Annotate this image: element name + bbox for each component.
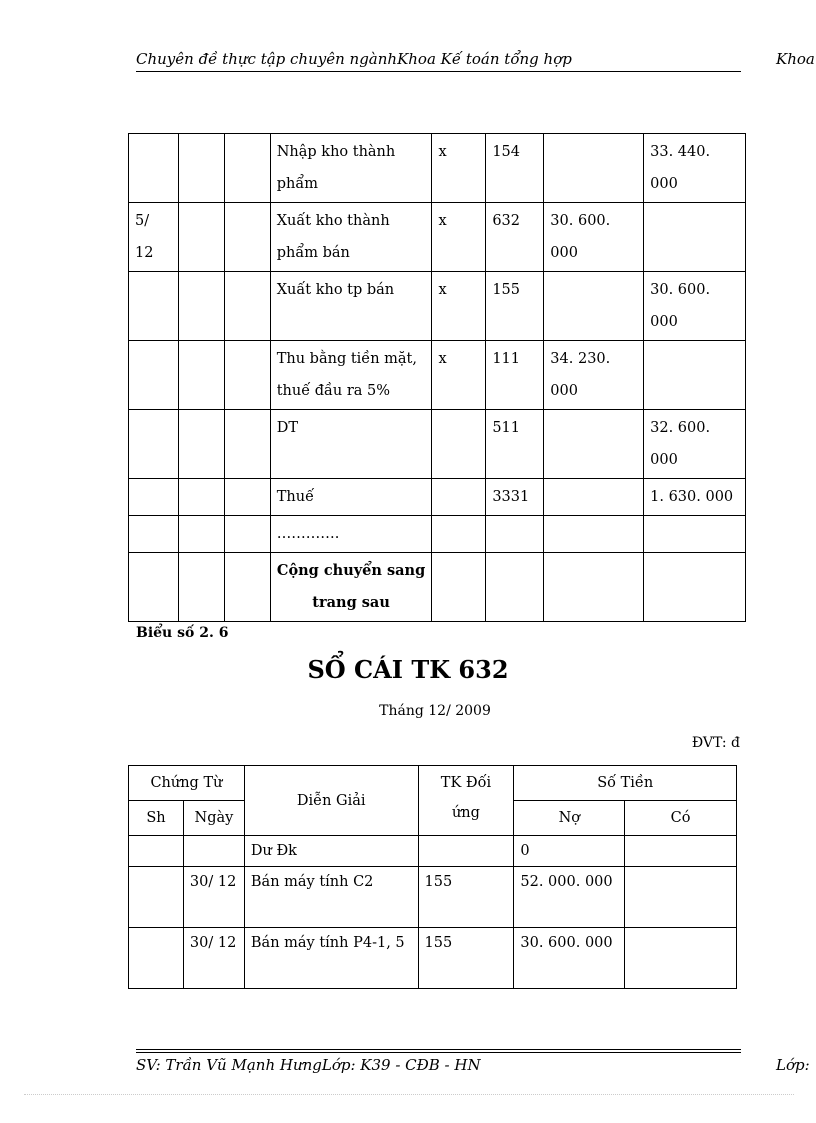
ledger-cell-sh [129,928,184,989]
journal-cell-acct: 111 [486,341,544,410]
ledger-cell-desc: Bán máy tính C2 [244,867,418,928]
journal-cell-acct: 154 [486,134,544,203]
journal-cell-mark: x [432,203,486,272]
journal-cell-debit [544,516,644,553]
journal-cell-credit: 1. 630. 000 [644,479,746,516]
journal-cell-debit [544,134,644,203]
table-row [129,553,746,622]
ledger-cell-tk: 155 [418,928,514,989]
journal-cell-debit: 34. 230. 000 [544,341,644,410]
journal-cell-credit: 33. 440. 000 [644,134,746,203]
journal-cell-credit: 32. 600. 000 [644,410,746,479]
ledger-cell-sh [129,836,184,867]
journal-cell-c3 [224,134,270,203]
journal-cell-c1 [129,479,179,516]
journal-cell-desc: Nhập kho thành phẩm [270,134,432,203]
table-row [129,928,737,989]
journal-cell-acct: 3331 [486,479,544,516]
table-row [129,272,746,341]
journal-cell-mark [432,410,486,479]
page-header: Chuyên đề thực tập chuyên ngànhKhoa Kế toán tổng hợp [136,50,741,72]
journal-cell-acct: 511 [486,410,544,479]
header-chung-tu: Chứng Từ [129,766,245,801]
journal-cell-c1 [129,410,179,479]
journal-cell-mark: x [432,341,486,410]
journal-cell-mark [432,516,486,553]
journal-cell-c3 [224,410,270,479]
table-row [129,410,746,479]
journal-cell-c3 [224,203,270,272]
journal-cell-desc: Cộng chuyển sang trang sau [270,553,432,622]
header-no: Nợ [514,801,625,836]
journal-cell-c2 [178,410,224,479]
journal-cell-desc: Xuất kho thành phẩm bán [270,203,432,272]
ledger-cell-co [625,836,737,867]
journal-cell-desc: DT [270,410,432,479]
table-row [129,203,746,272]
table-row [129,341,746,410]
journal-cell-acct [486,553,544,622]
page-footer: SV: Trần Vũ Mạnh HưngLớp: K39 - CĐB - HN [136,1056,481,1074]
journal-cell-desc: Thu bằng tiền mặt, thuế đầu ra 5% [270,341,432,410]
journal-cell-acct: 632 [486,203,544,272]
ledger-cell-no: 30. 600. 000 [514,928,625,989]
journal-table [128,133,746,622]
journal-cell-c1: 5/ 12 [129,203,179,272]
table-row [129,516,746,553]
ledger-cell-desc: Bán máy tính P4-1, 5 [244,928,418,989]
journal-cell-c2 [178,341,224,410]
journal-cell-mark: x [432,272,486,341]
ledger-cell-ngay [183,836,244,867]
page-footer-right: Lớp: [776,1056,810,1074]
header-ung: ứng [451,805,480,821]
ledger-cell-no: 52. 000. 000 [514,867,625,928]
journal-cell-acct: 155 [486,272,544,341]
journal-cell-c1 [129,553,179,622]
journal-cell-credit [644,203,746,272]
header-dien-giai: Diễn Giải [244,766,418,836]
journal-cell-c2 [178,516,224,553]
journal-cell-debit: 30. 600. 000 [544,203,644,272]
ledger-cell-sh [129,867,184,928]
ledger-cell-ngay: 30/ 12 [183,928,244,989]
footer-rule [136,1049,741,1050]
journal-cell-credit [644,341,746,410]
table-row [129,134,746,203]
ledger-cell-tk [418,836,514,867]
journal-cell-mark [432,553,486,622]
journal-cell-debit [544,479,644,516]
table-row [129,867,737,928]
header-tk-doi-ung [418,766,514,836]
journal-cell-desc: …………. [270,516,432,553]
journal-cell-debit [544,272,644,341]
unit-label: ĐVT: đ [691,735,740,751]
figure-caption: Biểu số 2. 6 [136,625,229,641]
journal-cell-c2 [178,134,224,203]
table-row [129,479,746,516]
header-co: Có [625,801,737,836]
header-ngay: Ngày [183,801,244,836]
ledger-header-row [129,766,737,801]
journal-cell-mark [432,479,486,516]
journal-cell-c3 [224,341,270,410]
period-subtitle: Tháng 12/ 2009 [379,703,491,719]
page-edge-dots [24,1094,794,1095]
journal-cell-credit [644,553,746,622]
ledger-cell-tk: 155 [418,867,514,928]
footer-rule [136,1052,741,1053]
header-tk-doi: TK Đối [440,775,492,791]
journal-cell-c1 [129,134,179,203]
journal-cell-acct [486,516,544,553]
ledger-cell-desc: Dư Đk [244,836,418,867]
journal-cell-c1 [129,272,179,341]
header-so-tien: Số Tiền [514,766,737,801]
ledger-cell-co [625,867,737,928]
page-header-right: Khoa [776,50,815,68]
header-sh: Sh [129,801,184,836]
journal-cell-credit: 30. 600. 000 [644,272,746,341]
journal-cell-mark: x [432,134,486,203]
table-row [129,836,737,867]
page-title: SỔ CÁI TK 632 [307,655,509,684]
journal-cell-debit [544,410,644,479]
ledger-cell-ngay: 30/ 12 [183,867,244,928]
journal-cell-c3 [224,553,270,622]
journal-cell-c3 [224,479,270,516]
journal-cell-c2 [178,479,224,516]
journal-cell-debit [544,553,644,622]
journal-cell-desc: Xuất kho tp bán [270,272,432,341]
ledger-table [128,765,737,989]
journal-cell-c1 [129,516,179,553]
journal-cell-c2 [178,272,224,341]
journal-cell-c3 [224,516,270,553]
journal-cell-desc: Thuế [270,479,432,516]
ledger-cell-no: 0 [514,836,625,867]
ledger-cell-co [625,928,737,989]
journal-cell-credit [644,516,746,553]
journal-cell-c1 [129,341,179,410]
journal-cell-c2 [178,203,224,272]
journal-cell-c3 [224,272,270,341]
journal-cell-c2 [178,553,224,622]
